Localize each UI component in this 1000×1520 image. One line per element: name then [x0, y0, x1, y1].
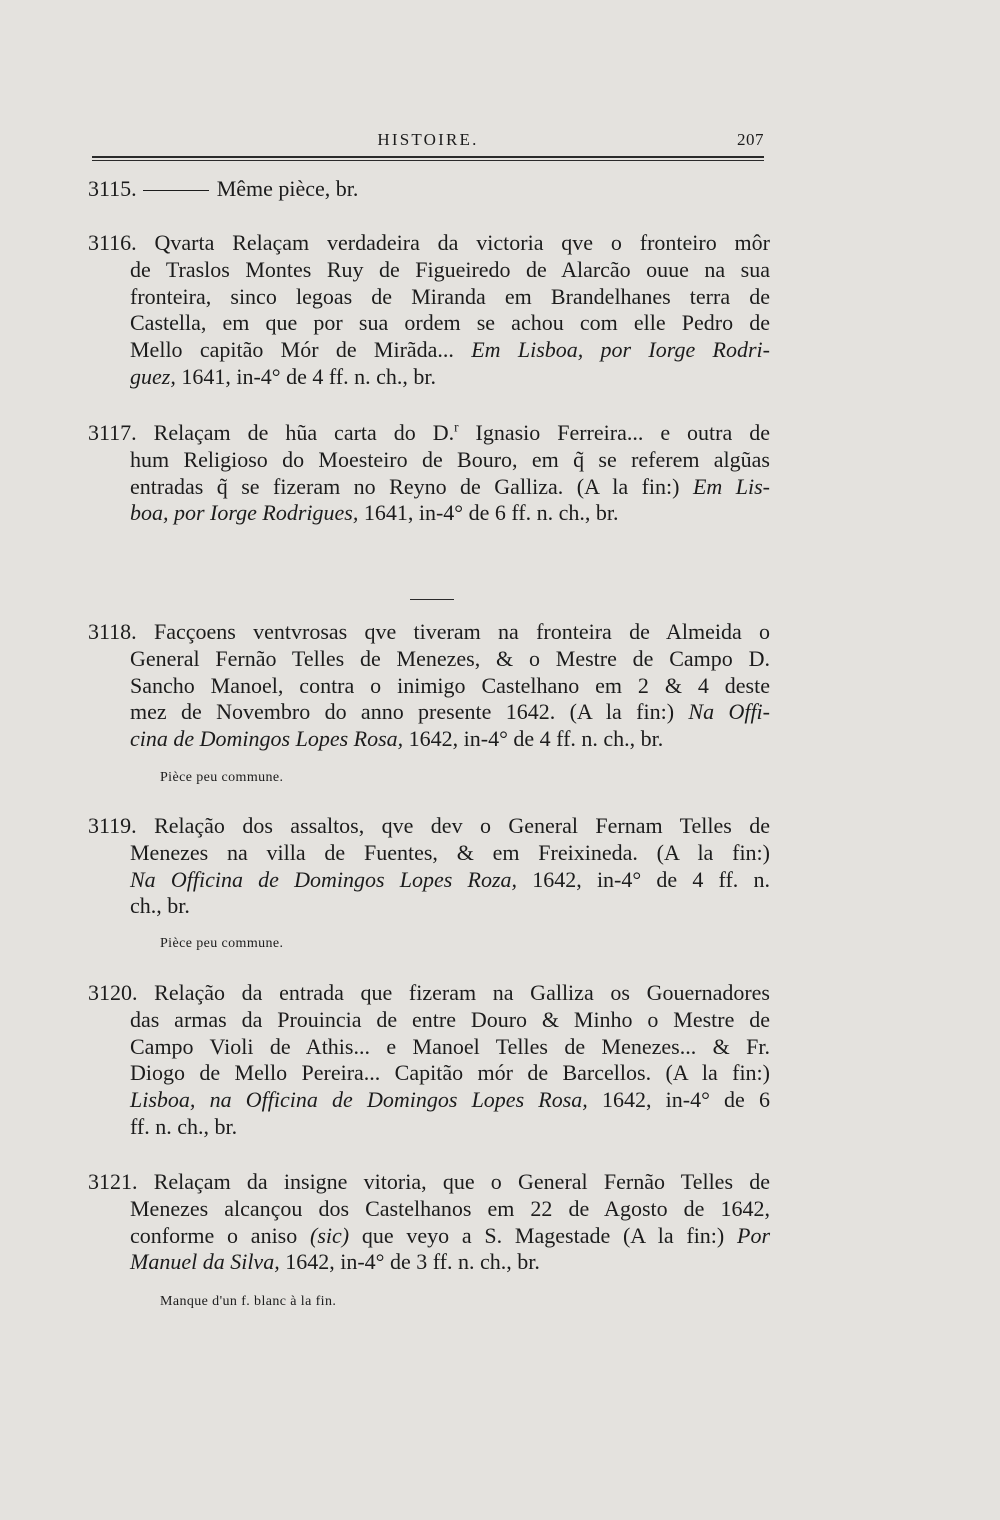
running-head — [92, 130, 764, 154]
entry-line: ch., br. — [130, 893, 190, 919]
entry-line: Manuel da Silva, 1642, in-4° de 3 ff. n. ch., br. — [130, 1249, 540, 1275]
entry-3118 — [88, 619, 770, 753]
entry-line: guez, 1641, in-4° de 4 ff. n. ch., br. — [130, 363, 436, 389]
entry-line: ff. n. ch., br. — [130, 1113, 238, 1139]
entry-line: das armas da Prouincia de entre Douro & Minho o Mestre de — [130, 1006, 770, 1032]
entry-line: 3121. Relaçam da insigne vitoria, que o General Fernão Telles de — [88, 1169, 770, 1194]
entry-number: 3115. — [88, 176, 137, 201]
entry-line: 3120. Relação da entrada que fizeram na Galliza os Gouernadores — [88, 980, 770, 1005]
entry-3119 — [88, 813, 770, 920]
entry-line: Campo Violi de Athis... e Manoel Telles de Menezes... & Fr. — [130, 1033, 770, 1059]
entry-line: Na Officina de Domingos Lopes Roza, 1642, in-4° de 4 ff. n. — [130, 866, 770, 892]
entry-note: Pièce peu commune. — [160, 770, 284, 785]
entry-text: Même pièce, br. — [216, 176, 359, 201]
ditto-dash — [143, 190, 209, 191]
entry-line: mez de Novembro do anno presente 1642. (A la fin:) Na Offi- — [130, 699, 770, 725]
entry-line: 3119. Relação dos assaltos, qve dev o General Fernam Telles de — [88, 813, 770, 838]
entry-line: 3118. Facçoens ventvrosas qve tiveram na fronteira de Almeida o — [88, 619, 770, 644]
running-head-title: HISTOIRE. — [377, 130, 479, 149]
entry-line: cina de Domingos Lopes Rosa, 1642, in-4° de 4 ff. n. ch., br. — [130, 726, 664, 752]
entry-line: 3116. Qvarta Relaçam verdadeira da victoria qve o fronteiro môr — [88, 230, 770, 255]
entry-note: Manque d'un f. blanc à la fin. — [160, 1294, 337, 1309]
entry-note: Pièce peu commune. — [160, 936, 284, 951]
entry-line: boa, por Iorge Rodrigues, 1641, in-4° de 6 ff. n. ch., br. — [130, 500, 619, 526]
entry-line: Lisboa, na Officina de Domingos Lopes Rosa, 1642, in-4° de 6 — [130, 1087, 770, 1113]
entry-line: Sancho Manoel, contra o inimigo Castelhano em 2 & 4 deste — [130, 672, 770, 698]
entry-line: General Fernão Telles de Menezes, & o Mestre de Campo D. — [130, 645, 770, 671]
entry-3121 — [88, 1169, 770, 1276]
entry-line: de Traslos Montes Ruy de Figueiredo de Alarcão ouue na sua — [130, 256, 770, 282]
entry-3116 — [88, 230, 770, 391]
entry-line: hum Religioso do Moesteiro de Bouro, em q̃ se referem algũas — [130, 446, 770, 472]
page-number: 207 — [737, 130, 764, 149]
entry-line: conforme o aniso (sic) que veyo a S. Magestade (A la fin:) Por — [130, 1222, 771, 1248]
entry-line: fronteira, sinco legoas de Miranda em Brandelhanes terra de — [130, 283, 770, 309]
entry-3120 — [88, 980, 770, 1141]
header-rule — [92, 156, 764, 158]
entry-line: 3117. Relaçam de hũa carta do D.$^r$ Ignasio Ferreira... e outra de — [88, 419, 770, 445]
entry-line: Castella, em que por sua ordem se achou com elle Pedro de — [130, 310, 770, 336]
entry-line: Diogo de Mello Pereira... Capitão mór de Barcellos. (A la fin:) — [130, 1060, 770, 1086]
entry-line: Menezes alcançou dos Castelhanos em 22 de Agosto de 1642, — [130, 1195, 770, 1221]
entry-line: entradas q̃ se fizeram no Reyno de Galliza. (A la fin:) Em Lis- — [130, 473, 770, 499]
entry-3115 — [88, 176, 770, 203]
entry-3117 — [88, 420, 770, 527]
entry-line: Menezes na villa de Fuentes, & em Freixineda. (A la fin:) — [130, 839, 770, 865]
entry-line — [88, 176, 770, 203]
entry-line: Mello capitão Mór de Mirãda... Em Lisboa, por Iorge Rodri- — [130, 337, 770, 363]
header-rule-thin — [92, 160, 764, 161]
section-separator — [410, 599, 454, 600]
